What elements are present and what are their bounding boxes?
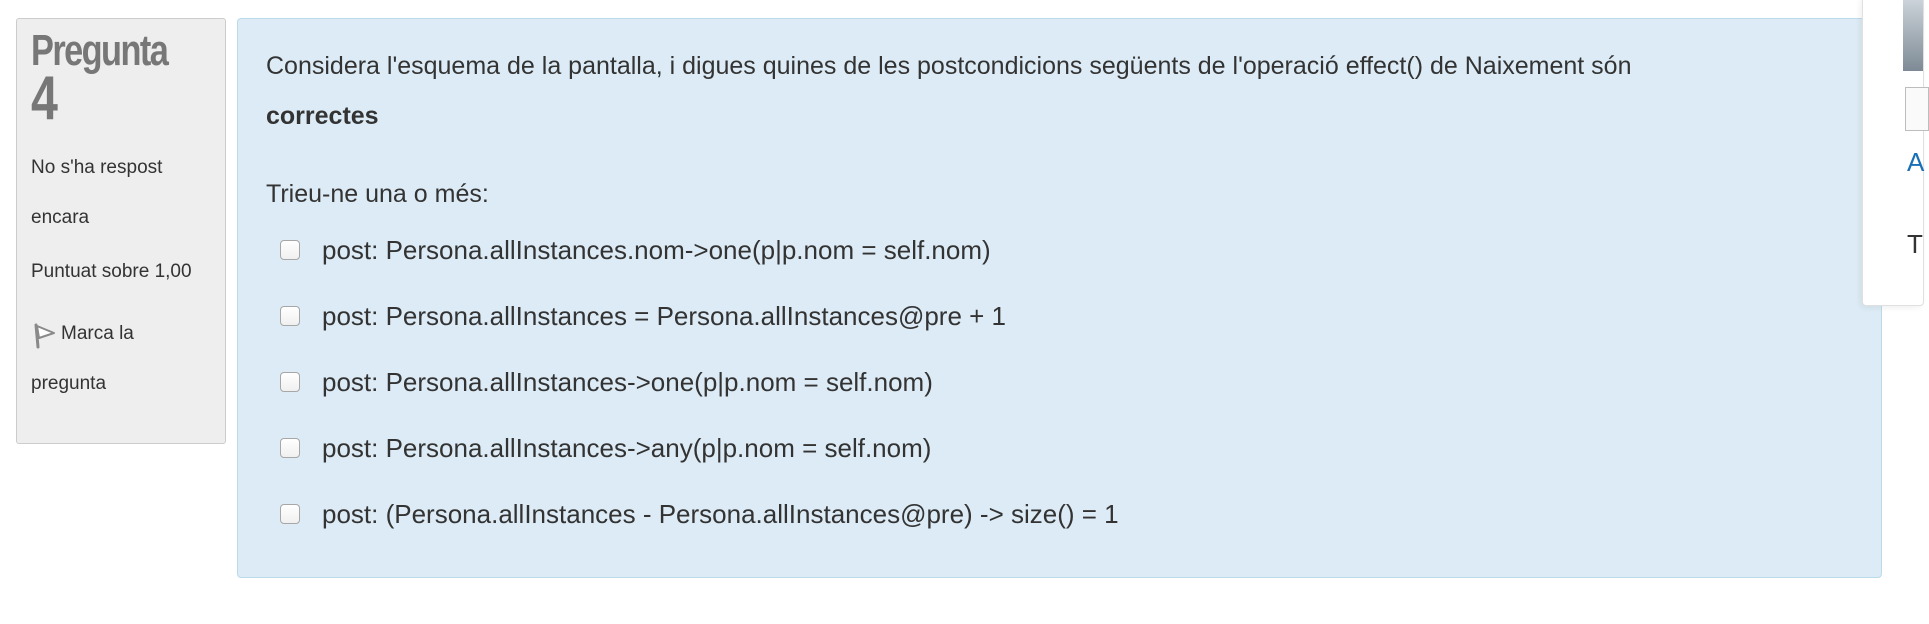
answer-label[interactable]: post: Persona.allInstances->any(p|p.nom = self.nom) <box>322 432 932 463</box>
answer-checkbox[interactable] <box>280 504 300 524</box>
answer-option <box>266 283 1853 349</box>
question-state: No s'ha respost encara <box>31 157 163 228</box>
side-link[interactable]: A <box>1907 147 1925 177</box>
answer-checkbox[interactable] <box>280 438 300 458</box>
question-info-panel <box>16 18 226 444</box>
flag-icon <box>31 319 59 347</box>
flag-question-button[interactable] <box>31 309 211 409</box>
answer-prompt: Trieu-ne una o més: <box>266 180 489 208</box>
answer-option <box>266 481 1853 547</box>
question-content <box>237 18 1882 578</box>
side-text: T <box>1907 229 1923 259</box>
question-number-heading <box>31 26 171 133</box>
answer-label[interactable]: post: Persona.allInstances = Persona.allInstances@pre + 1 <box>322 300 1007 331</box>
flag-question-label: Marca la pregunta <box>31 323 134 394</box>
user-picture <box>1903 0 1923 71</box>
answer-checkbox[interactable] <box>280 372 300 392</box>
side-block-partial <box>1862 0 1924 306</box>
question-grade: Puntuat sobre 1,00 <box>31 261 192 282</box>
answer-option <box>266 415 1853 481</box>
answer-label[interactable]: post: Persona.allInstances.nom->one(p|p.nom = self.nom) <box>322 234 991 265</box>
question-text <box>266 41 1853 141</box>
answer-checkbox[interactable] <box>280 240 300 260</box>
question-number: 4 <box>31 64 57 133</box>
question-title-label: Pregunta <box>31 26 168 75</box>
side-input[interactable] <box>1905 87 1929 131</box>
question-text-bold: correctes <box>266 102 379 130</box>
answer-option <box>266 217 1853 283</box>
answer-option <box>266 349 1853 415</box>
answer-checkbox[interactable] <box>280 306 300 326</box>
answer-list <box>266 217 1853 547</box>
answer-label[interactable]: post: (Persona.allInstances - Persona.allInstances@pre) -> size() = 1 <box>322 498 1119 529</box>
answer-label[interactable]: post: Persona.allInstances->one(p|p.nom = self.nom) <box>322 366 933 397</box>
question-text-main: Considera l'esquema de la pantalla, i digues quines de les postcondicions següents de l'operació effect() de Naixement són <box>266 52 1632 80</box>
